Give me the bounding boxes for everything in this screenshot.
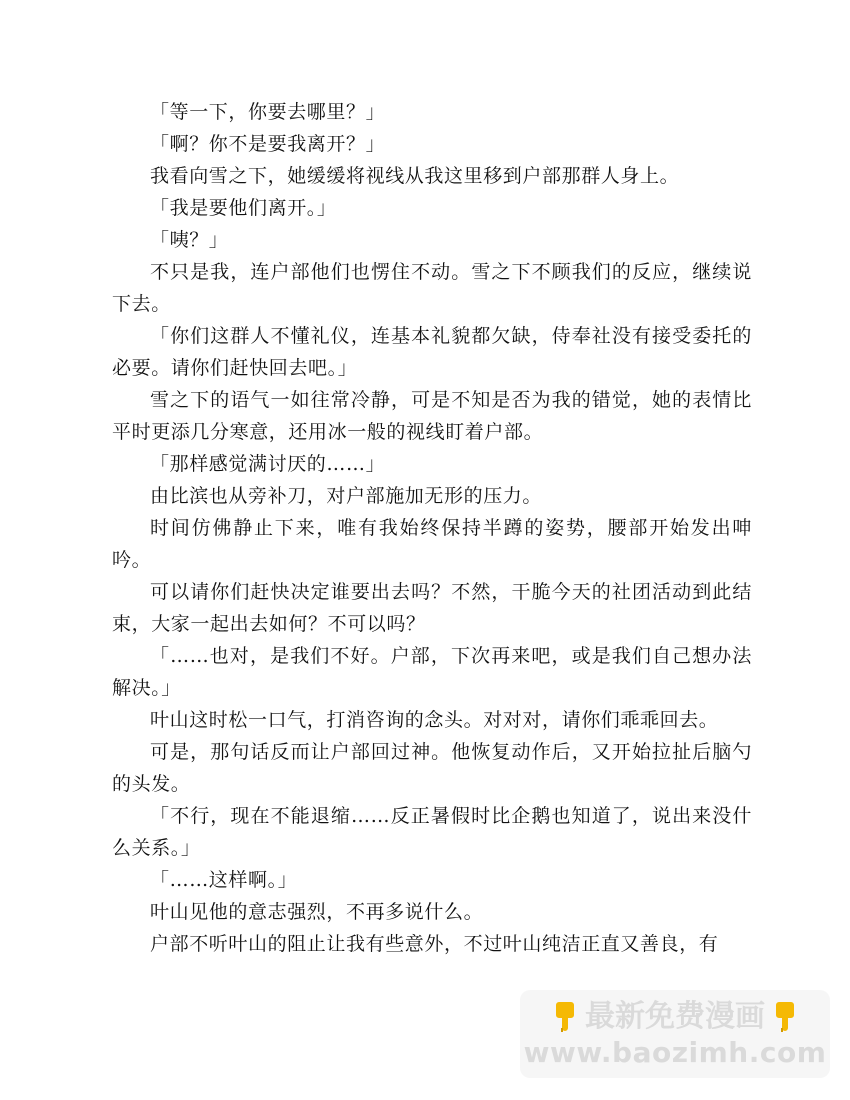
document-body: [112, 96, 752, 960]
watermark-badge: [520, 990, 830, 1078]
watermark-title-row: [551, 1000, 799, 1034]
paragraph: 我看向雪之下，她缓缓将视线从我这里移到户部那群人身上。: [150, 165, 680, 187]
watermark-title: 最新免费漫画: [585, 999, 765, 1034]
pointing-down-hand-icon: [551, 1000, 579, 1034]
paragraph: 不只是我，连户部他们也愣住不动。雪之下不顾我们的反应，继续说下去。: [112, 261, 752, 315]
paragraph: 「……这样啊。」: [150, 869, 298, 891]
paragraph: 雪之下的语气一如往常冷静，可是不知是否为我的错觉，她的表情比平时更添几分寒意，还用冰一般的视线盯着户部。: [112, 389, 752, 443]
paragraph: 叶山这时松一口气，打消咨询的念头。对对对，请你们乖乖回去。: [150, 709, 719, 731]
paragraph: 可是，那句话反而让户部回过神。他恢复动作后，又开始拉扯后脑勺的头发。: [112, 741, 752, 795]
paragraph: 叶山见他的意志强烈，不再多说什么。: [150, 901, 484, 923]
paragraph: 「啊？你不是要我离开？」: [150, 133, 386, 155]
pointing-down-hand-icon: [771, 1000, 799, 1034]
paragraph: 户部不听叶山的阻止让我有些意外，不过叶山纯洁正直又善良，有: [150, 933, 719, 955]
paragraph: 「你们这群人不懂礼仪，连基本礼貌都欠缺，侍奉社没有接受委托的必要。请你们赶快回去吧。」: [112, 325, 752, 379]
paragraph: 「不行，现在不能退缩……反正暑假时比企鹅也知道了，说出来没什么关系。」: [112, 805, 752, 859]
paragraph: 「……也对，是我们不好。户部，下次再来吧，或是我们自己想办法解决。」: [112, 645, 752, 699]
paragraph: 「那样感觉满讨厌的……」: [150, 453, 386, 475]
paragraph: 「等一下，你要去哪里？」: [150, 101, 386, 123]
paragraph: 「我是要他们离开。」: [150, 197, 337, 219]
paragraph: 可以请你们赶快决定谁要出去吗？不然，干脆今天的社团活动到此结束，大家一起出去如何？不可以吗？: [112, 581, 752, 635]
paragraph: 由比滨也从旁补刀，对户部施加无形的压力。: [150, 485, 543, 507]
paragraph: 时间仿佛静止下来，唯有我始终保持半蹲的姿势，腰部开始发出呻吟。: [112, 517, 752, 571]
watermark-url: www.baozimh.com: [523, 1036, 827, 1069]
paragraph: 「咦？」: [150, 229, 229, 251]
